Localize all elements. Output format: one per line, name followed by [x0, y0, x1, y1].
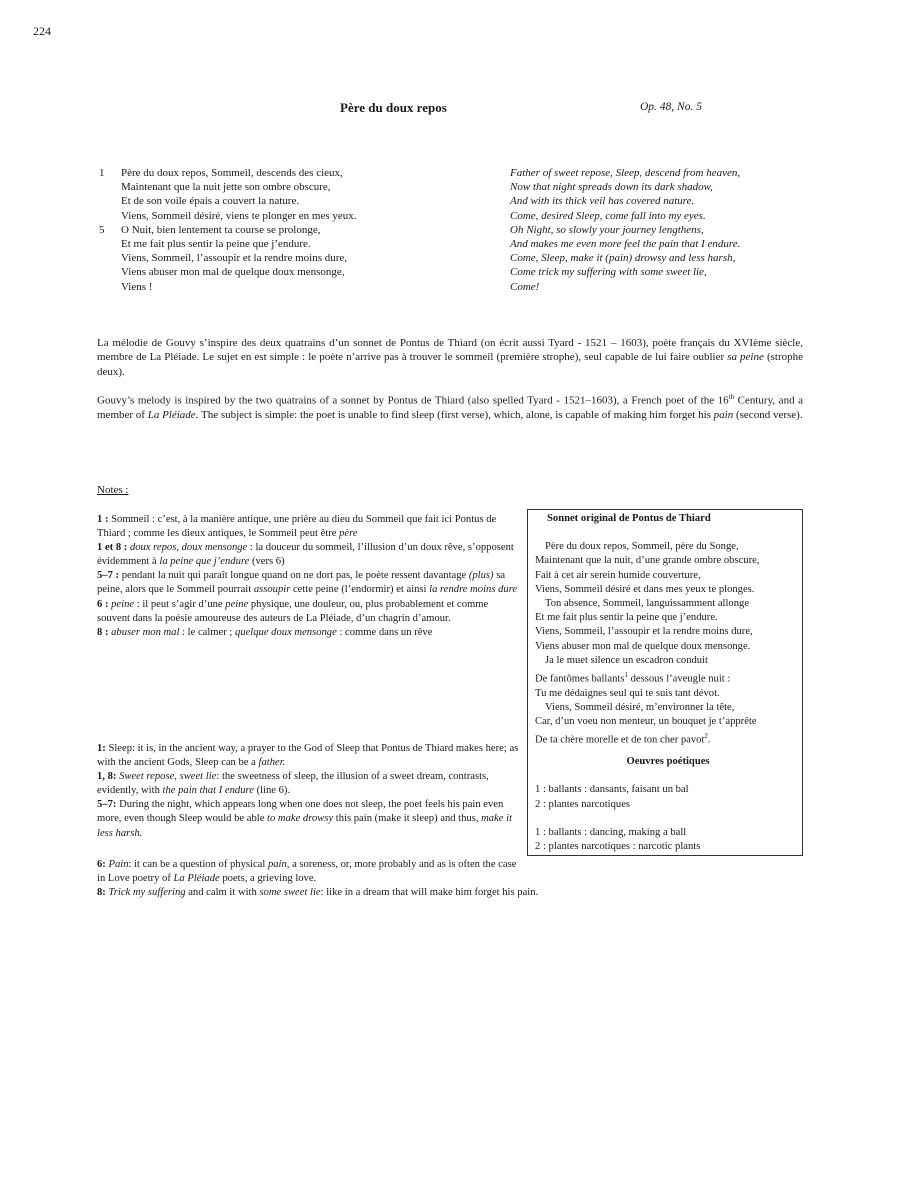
- line-text: Et me fait plus sentir la peine que j’endure.: [121, 237, 311, 250]
- text-italic: quelque doux mensonge: [235, 626, 337, 638]
- text-segment: : comme dans un rêve: [336, 626, 433, 638]
- sonnet-line: Viens abuser mon mal de quelque doux mensonge.: [535, 640, 751, 652]
- poem-line: Now that night spreads down its dark shadow,: [510, 181, 713, 194]
- sonnet-line: Viens, Sommeil désiré, m’environner la tête,: [545, 701, 735, 713]
- sonnet-line: Maintenant que la nuit, d’une grande ombre obscure,: [535, 555, 760, 567]
- text-segment: The subject is simple: the poet is unable to find sleep (first verse), which, alone, is capable of making him forget his: [198, 408, 714, 421]
- text-italic: (plus): [468, 570, 494, 582]
- poem-line: Come!: [510, 280, 540, 293]
- footnote-line: 2 : plantes narcotiques : narcotic plants: [535, 840, 701, 852]
- text-segment: Century, and a member of: [97, 394, 803, 421]
- line-text: Et de son voile épais a couvert la nature.: [121, 195, 300, 208]
- sonnet-line: Ja le muet silence un escadron conduit: [545, 654, 708, 666]
- poem-line: Father of sweet repose, Sleep, descend from heaven,: [510, 167, 741, 179]
- poem-line: [99, 237, 499, 251]
- text-segment: and calm it with: [185, 887, 260, 899]
- sonnet-heading: Sonnet original de Pontus de Thiard: [547, 513, 711, 524]
- page-number: 224: [33, 24, 51, 38]
- note-label: 1:: [97, 743, 106, 754]
- line-text: Viens !: [121, 280, 153, 293]
- text-italic: sa peine: [727, 351, 764, 364]
- note-item: [97, 770, 522, 798]
- note-item: [97, 858, 517, 886]
- text-italic: Trick my suffering: [105, 887, 186, 899]
- text-segment: : il peut s’agir d’une: [134, 598, 226, 610]
- text-italic: la rendre moins dure: [429, 584, 518, 596]
- sonnet-line: Ton absence, Sommeil, languissamment allonge: [545, 598, 750, 610]
- text-italic: peine: [108, 598, 135, 610]
- line-text: O Nuit, bien lentement ta course se prolonge,: [121, 223, 321, 236]
- note-item: [97, 569, 522, 597]
- text-italic: doux repos, doux mensonge: [127, 542, 248, 554]
- poem-line: [99, 251, 499, 265]
- footnote-line: 1 : ballants : dancing, making a ball: [535, 826, 687, 838]
- line-number: 5: [99, 223, 105, 236]
- poem-line: Come, Sleep, make it (pain) drowsy and less harsh,: [510, 252, 736, 265]
- note-item: [97, 513, 522, 541]
- footnote-marker: 2: [704, 732, 708, 741]
- poem-line: [99, 180, 499, 194]
- sonnet-line: De ta chère morelle et de ton cher pavot$^2$.: [535, 732, 711, 746]
- text-segment: (vers 6): [249, 556, 285, 568]
- poem-english: [510, 166, 850, 294]
- note-label: 1 :: [97, 514, 109, 525]
- text-segment: (second verse).: [733, 408, 803, 421]
- text-segment: : it can be a question of physical: [128, 859, 268, 870]
- note-item: [97, 886, 657, 900]
- sonnet-line: Père du doux repos, Sommeil, père du Songe,: [545, 541, 739, 553]
- superscript: th: [728, 393, 735, 401]
- sonnet-line: Tu me dédaignes seul qui te suis tant dévot.: [535, 687, 720, 699]
- song-title: Père du doux repos: [340, 100, 447, 115]
- poem-line: Oh Night, so slowly your journey lengthens,: [510, 223, 704, 236]
- note-label: 6:: [97, 859, 106, 870]
- sonnet-line: Et me fait plus sentir la peine que j’endure.: [535, 612, 718, 624]
- footnote-marker: 1: [624, 671, 628, 680]
- text-segment: : the sweetness of sleep, the illusion of a sweet dream, contrasts, evidently, with: [97, 771, 489, 797]
- note-label: 8:: [97, 887, 106, 899]
- text-segment: a soreness, or, more probably and as is often the case in Love poetry of: [97, 859, 517, 885]
- text-italic: Sweet repose, sweet lie: [116, 771, 217, 783]
- sonnet-line: Viens, Sommeil, l’assoupir et la rendre moins dure,: [535, 626, 753, 638]
- text-italic: Pain: [105, 859, 129, 870]
- text-segment: physique, une douleur, ou, plus probablement et comme souvent dans la poésie amoureuse des auteurs de La Pléiade, d’un chagrin d’amour.: [97, 598, 489, 624]
- notes-french: [97, 513, 522, 640]
- footnote-line: 1 : ballants : dansants, faisant un bal: [535, 784, 689, 796]
- note-item: [97, 598, 522, 626]
- text-italic: pain: [713, 408, 734, 421]
- text-italic: pain,: [267, 859, 290, 870]
- poem-french: [99, 166, 499, 294]
- text-segment: Sommeil : c’est, à la manière antique, une prière au dieu du Sommeil que fait ici Pontus de Thiard ; comme les dieux antiques, le Sommeil peut être: [97, 514, 497, 540]
- text-segment: Gouvy’s melody is inspired by the two quatrains of a sonnet by Pontus de Thiard (also spelled Tyard - 1521–1603), a French poet of the 16: [97, 394, 729, 407]
- line-text: Viens abuser mon mal de quelque doux mensonge,: [121, 266, 345, 279]
- poem-line: And makes me even more feel the pain that I endure.: [510, 237, 741, 250]
- notes-heading: Notes :: [97, 484, 129, 496]
- sonnet-line: [535, 668, 801, 687]
- text-italic: to make drowsy: [267, 813, 334, 825]
- poem-line: Come, desired Sleep, come fall into my eyes.: [510, 209, 706, 222]
- text-segment: dessous l’aveugle nuit :: [627, 673, 731, 685]
- poem-line: [99, 223, 499, 237]
- note-item: [97, 798, 522, 840]
- text-italic: assoupir: [253, 584, 291, 596]
- text-italic: make it less harsh.: [97, 813, 513, 839]
- works-heading: Oeuvres poétiques: [626, 756, 710, 768]
- text-segment: De ta chère morelle et de ton cher pavot: [535, 734, 705, 746]
- text-segment: sa peine, alors que le Sommeil pourrait: [97, 570, 506, 596]
- sonnet-line: Fait à cet air serein humide couverture,: [535, 569, 701, 581]
- footnote-line: 2 : plantes narcotiques: [535, 798, 631, 810]
- line-text: Père du doux repos, Sommeil, descends des cieux,: [121, 167, 343, 179]
- poem-line: [99, 209, 499, 223]
- note-item: [97, 626, 522, 640]
- line-text: Maintenant que la nuit jette son ombre obscure,: [121, 181, 331, 194]
- notes-english-continued: [97, 858, 657, 900]
- text-segment: this pain (make it sleep) and thus,: [333, 813, 482, 825]
- note-label: 5–7:: [97, 799, 117, 811]
- intro-paragraph-french: [97, 336, 803, 379]
- line-text: Viens, Sommeil désiré, viens te plonger en mes yeux.: [121, 209, 357, 222]
- poem-line: [99, 280, 499, 294]
- text-segment: : like in a dream that will make him forget his pain.: [320, 887, 539, 899]
- note-label: 1, 8:: [97, 771, 117, 783]
- text-segment: During the night, which appears long when one does not sleep, the poet feels his pain even more, even though Sleep would be able: [97, 799, 504, 825]
- text-segment: (strophe deux).: [97, 351, 803, 378]
- text-segment: : la douceur du sommeil, l’illusion d’un doux rêve, s’opposent évidemment à: [97, 542, 514, 568]
- line-number: 1: [99, 167, 105, 179]
- sonnet-line: Viens, Sommeil désiré et dans mes yeux te plonges.: [535, 583, 755, 595]
- text-segment: La mélodie de Gouvy s’inspire des deux quatrains d’un sonnet de Pontus de Thiard (on écrit aussi Tyard - 1521 – 1603), poète français du XVIème siècle, membre de La Pléiade. Le sujet en est simple : le poète n’arrive pas à trouver le sommeil (première strophe), seul capable de lui faire oublier: [97, 337, 803, 364]
- text-italic: some sweet lie: [259, 887, 321, 899]
- opus-number: Op. 48, No. 5: [640, 101, 702, 113]
- poem-line: And with its thick veil has covered nature.: [510, 195, 695, 208]
- poem-line: [99, 166, 499, 180]
- sonnet-original: [535, 512, 801, 854]
- text-italic: the pain that I endure: [162, 785, 254, 797]
- note-item: [97, 541, 522, 569]
- text-segment: pendant la nuit qui paraît longue quand on ne dort pas, le poète ressent davantage: [119, 570, 469, 582]
- text-italic: La Pléiade.: [147, 408, 199, 421]
- note-label: 1 et 8 :: [97, 542, 128, 554]
- text-italic: peine: [225, 598, 249, 610]
- text-italic: father.: [258, 757, 286, 769]
- poem-line: Come trick my suffering with some sweet lie,: [510, 266, 707, 279]
- text-segment: cette peine (l’endormir) et ainsi: [290, 584, 430, 596]
- text-italic: père: [339, 528, 358, 540]
- text-segment: De fantômes ballants: [535, 673, 625, 685]
- text-segment: (line 6).: [253, 785, 291, 797]
- notes-english: [97, 742, 522, 841]
- text-segment: : le calmer ;: [179, 626, 235, 638]
- text-segment: poets, a grieving love.: [219, 873, 317, 885]
- note-label: 5–7 :: [97, 570, 120, 582]
- note-label: 6 :: [97, 598, 109, 610]
- note-label: 8 :: [97, 626, 109, 638]
- text-italic: abuser mon mal: [108, 626, 180, 638]
- note-item: [97, 742, 522, 770]
- intro-paragraph-english: [97, 390, 803, 422]
- sonnet-line: Car, d’un voeu non menteur, un bouquet je t’apprête: [535, 716, 757, 728]
- text-segment: Sleep: it is, in the ancient way, a prayer to the God of Sleep that Pontus de Thiard makes here; as with the ancient Gods, Sleep can be a: [97, 743, 519, 769]
- text-italic: La Pléiade: [173, 873, 220, 885]
- poem-line: [99, 265, 499, 279]
- text-italic: la peine que j’endure: [159, 556, 250, 568]
- poem-line: [99, 194, 499, 208]
- line-text: Viens, Sommeil, l’assoupir et la rendre moins dure,: [121, 252, 348, 265]
